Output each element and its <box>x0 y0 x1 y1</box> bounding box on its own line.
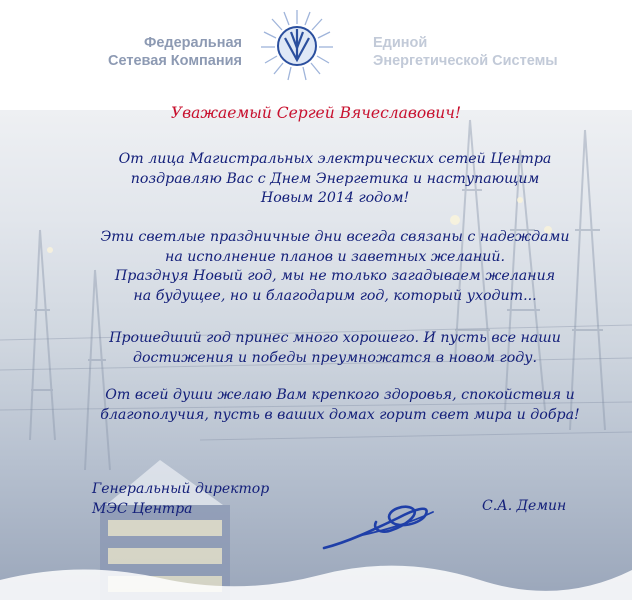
company-left-line2: Сетевая Компания <box>108 53 242 69</box>
company-name-left <box>108 34 242 70</box>
position-title: Генеральный директор <box>92 481 270 497</box>
paragraph-line: на исполнение планов и заветных желаний. <box>164 248 506 265</box>
paragraph-past-year <box>100 329 570 368</box>
paragraph-line: Эти светлые праздничные дни всегда связаны с надеждами <box>100 229 570 245</box>
signatory-position <box>92 479 269 519</box>
paragraph-holidays <box>100 228 570 306</box>
paragraph-line: От всей души желаю Вам крепкого здоровья, спокойствия и <box>105 387 575 403</box>
company-left-line1: Федеральная <box>143 35 242 51</box>
company-logo-icon <box>258 6 336 84</box>
paragraph-line: Новым 2014 годом! <box>260 190 410 206</box>
paragraph-line: достижения и победы преумножатся в новом году. <box>133 349 537 366</box>
company-name-right <box>373 34 558 70</box>
company-right-line2: Энергетической Системы <box>373 53 558 69</box>
letterhead <box>0 0 632 110</box>
paragraph-line: От лица Магистральных электрических сетей Центра <box>118 151 552 167</box>
signatory-name: С.А. Демин <box>482 498 567 514</box>
paragraph-line: благополучия, пусть в ваших домах горит свет мира и добра! <box>100 406 580 423</box>
paragraph-wishes <box>95 386 585 425</box>
paragraph-line: Прошедший год принес много хорошего. И пусть все наши <box>109 330 561 346</box>
organization-name: МЭС Центра <box>92 501 193 517</box>
handwritten-signature <box>318 490 438 558</box>
company-right-line1: Единой <box>373 35 428 51</box>
paragraph-congratulations <box>100 150 570 209</box>
paragraph-line: Празднуя Новый год, мы не только загадываем желания <box>114 268 556 284</box>
paragraph-line: на будущее, но и благодарим год, который уходит... <box>133 287 537 304</box>
greeting-heading: Уважаемый Сергей Вячеславович! <box>170 104 462 122</box>
paragraph-line: поздравляю Вас с Днем Энергетика и наступающим <box>130 170 540 187</box>
